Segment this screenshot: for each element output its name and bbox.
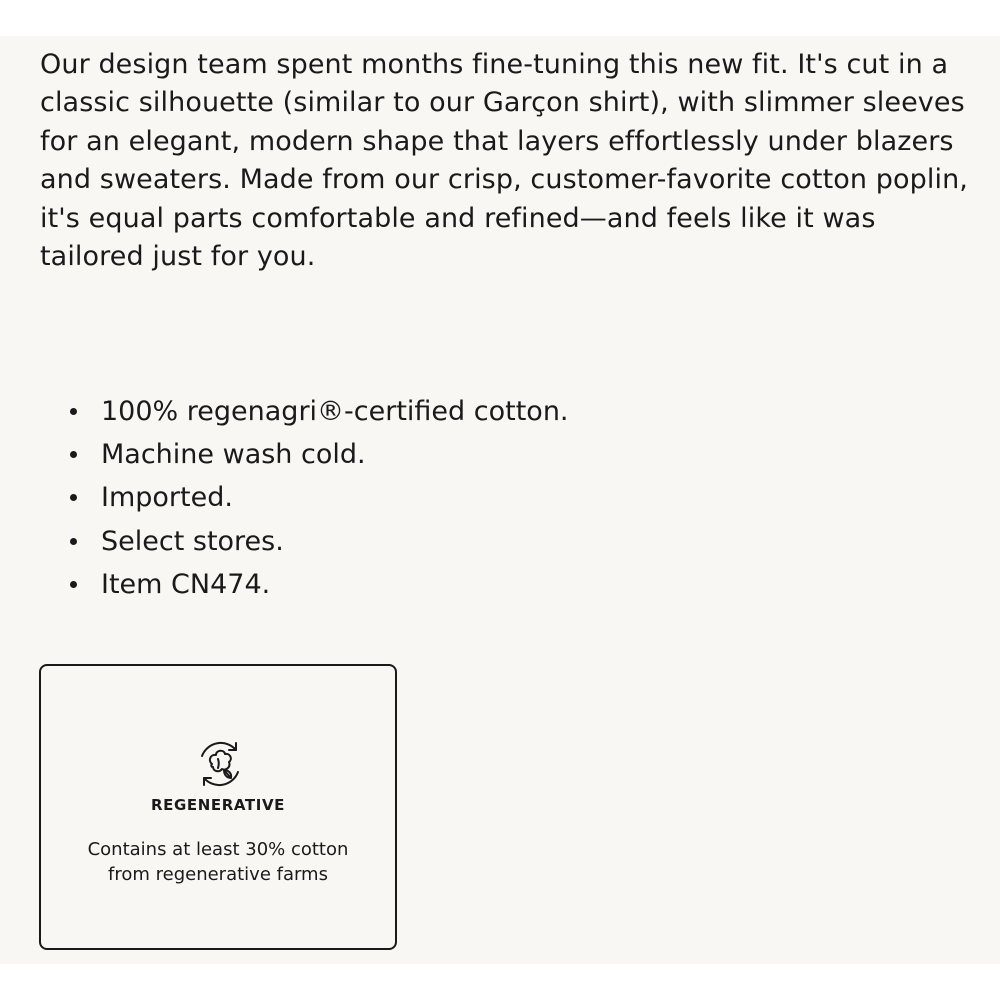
badge-title: REGENERATIVE	[150, 796, 286, 814]
feature-item	[66, 520, 569, 563]
bullet-icon	[70, 581, 77, 588]
regenerative-cotton-icon	[190, 734, 250, 794]
regenerative-badge-card	[39, 664, 397, 950]
feature-item	[66, 563, 569, 606]
badge-description-line: from regenerative farms	[108, 863, 328, 885]
feature-text: 100% regenagri®-certified cotton.	[101, 396, 569, 427]
feature-item	[66, 433, 569, 476]
feature-text: Machine wash cold.	[101, 439, 366, 471]
feature-item	[66, 390, 569, 433]
bullet-icon	[70, 451, 77, 458]
product-description: Our design team spent months fine-tuning this new fit. It's cut in a classic silhouette (similar to our Garçon shirt), with slimmer sleeves for an elegant, modern shape that layers effortlessly under blazers and sweaters. Made from our crisp, customer-favorite cotton poplin, it's equal parts comfortable and refined—and feels like it was tailored just for you.	[40, 49, 968, 273]
product-details-panel	[0, 36, 1000, 964]
feature-item	[66, 476, 569, 519]
bullet-icon	[70, 408, 77, 415]
bullet-icon	[70, 538, 77, 545]
badge-description	[41, 838, 395, 887]
feature-text: Imported.	[101, 482, 233, 514]
feature-text: Select stores.	[101, 525, 284, 557]
feature-text: Item CN474.	[101, 568, 271, 600]
product-features-list	[66, 390, 569, 606]
bullet-icon	[70, 494, 77, 501]
badge-description-line: Contains at least 30% cotton	[87, 839, 349, 860]
